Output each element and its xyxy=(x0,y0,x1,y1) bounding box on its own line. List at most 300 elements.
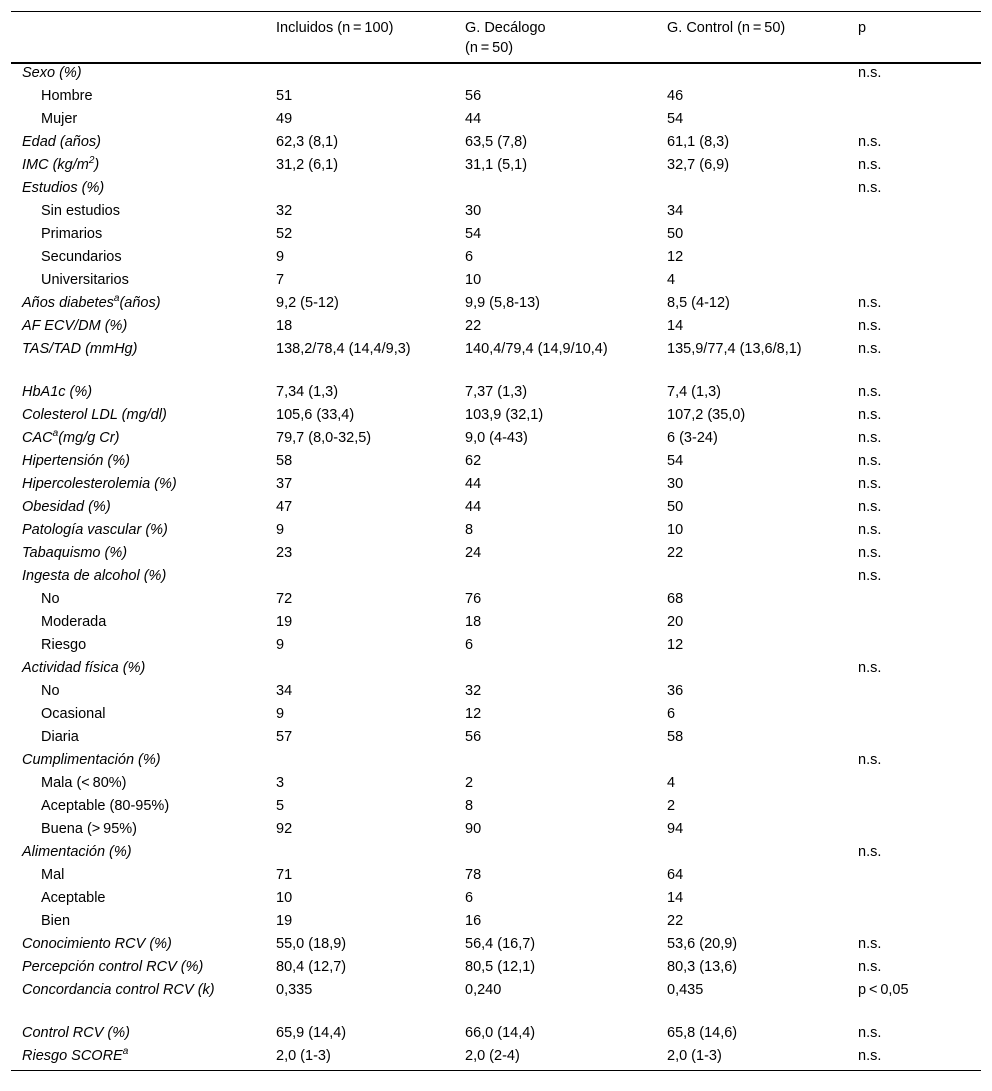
cell-p-value: n.s. xyxy=(858,476,882,492)
row-label-suffix: (mg/g Cr) xyxy=(58,430,120,446)
cell-incluidos: 34 xyxy=(276,683,293,699)
cell-p-value: n.s. xyxy=(858,134,882,150)
row-label-text: Buena (> 95%) xyxy=(41,821,138,837)
cell-decalogo: 24 xyxy=(465,545,482,561)
row-label-text: AF ECV/DM (%) xyxy=(22,318,128,334)
header-decalogo xyxy=(465,12,667,64)
row-label-text: Tabaquismo (%) xyxy=(22,545,128,561)
row-label-superscript: a xyxy=(52,428,59,440)
table-row xyxy=(11,87,981,110)
cell-incluidos: 19 xyxy=(276,913,293,929)
cell-incluidos: 80,4 (12,7) xyxy=(276,959,347,975)
row-label-text: Riesgo SCORE xyxy=(22,1048,123,1064)
table-row xyxy=(11,383,981,406)
row-label xyxy=(11,225,276,248)
table-row xyxy=(11,406,981,429)
cell-decalogo: 7,37 (1,3) xyxy=(465,384,528,400)
row-label xyxy=(11,889,276,912)
row-label xyxy=(11,475,276,498)
cell-p-value xyxy=(858,636,981,659)
cell-decalogo: 63,5 (7,8) xyxy=(465,134,528,150)
cell-decalogo: 12 xyxy=(465,706,482,722)
row-label-text: Mujer xyxy=(41,111,78,127)
table-row xyxy=(11,1024,981,1047)
table-row xyxy=(11,636,981,659)
row-label-text: Aceptable xyxy=(41,890,106,906)
cell-incluidos: 2,0 (1-3) xyxy=(276,1048,331,1064)
cell-incluidos: 47 xyxy=(276,499,293,515)
cell-incluidos: 9,2 (5-12) xyxy=(276,295,339,311)
row-label-suffix: ) xyxy=(94,157,100,173)
table-row xyxy=(11,271,981,294)
row-label xyxy=(11,567,276,590)
cell-p-value xyxy=(858,271,981,294)
cell-p-value: n.s. xyxy=(858,157,882,173)
cell-control: 65,8 (14,6) xyxy=(667,1025,738,1041)
row-label xyxy=(11,728,276,751)
cell-decalogo: 30 xyxy=(465,203,482,219)
cell-control: 22 xyxy=(667,545,684,561)
row-label-text: Secundarios xyxy=(41,249,122,265)
cell-p-value xyxy=(858,248,981,271)
row-label xyxy=(11,1024,276,1047)
cell-p-value: n.s. xyxy=(858,499,882,515)
row-label-text: Patología vascular (%) xyxy=(22,522,168,538)
row-label xyxy=(11,317,276,340)
table-row xyxy=(11,958,981,981)
table-body xyxy=(11,63,981,1071)
cell-incluidos: 32 xyxy=(276,203,293,219)
header-incluidos: Incluidos (n = 100) xyxy=(276,20,394,36)
table-row xyxy=(11,889,981,912)
row-label xyxy=(11,613,276,636)
cell-incluidos: 9 xyxy=(276,522,285,538)
cell-control: 7,4 (1,3) xyxy=(667,384,721,400)
row-label-text: Actividad física (%) xyxy=(22,660,146,676)
cell-incluidos xyxy=(276,843,465,866)
cell-incluidos: 72 xyxy=(276,591,293,607)
cell-incluidos xyxy=(276,751,465,774)
header-p: p xyxy=(858,20,867,36)
cell-decalogo: 18 xyxy=(465,614,482,630)
cell-control: 4 xyxy=(667,272,676,288)
cell-incluidos: 105,6 (33,4) xyxy=(276,407,355,423)
row-label-text: Control RCV (%) xyxy=(22,1025,130,1041)
cell-p-value: n.s. xyxy=(858,660,882,676)
row-label-text: No xyxy=(41,591,60,607)
row-label xyxy=(11,774,276,797)
cell-p-value xyxy=(858,866,981,889)
table-row xyxy=(11,659,981,682)
table-row xyxy=(11,521,981,544)
table-row xyxy=(11,843,981,866)
cell-control xyxy=(667,567,858,590)
cell-decalogo: 44 xyxy=(465,499,482,515)
table-row xyxy=(11,179,981,202)
cell-incluidos: 0,335 xyxy=(276,982,313,998)
table-row xyxy=(11,340,981,383)
cell-p-value xyxy=(858,820,981,843)
cell-decalogo: 80,5 (12,1) xyxy=(465,959,536,975)
cell-p-value xyxy=(858,728,981,751)
cell-control: 6 (3-24) xyxy=(667,430,718,446)
row-label-text: Diaria xyxy=(41,729,79,745)
row-label-text: Sin estudios xyxy=(41,203,120,219)
table-row xyxy=(11,981,981,1024)
row-label xyxy=(11,133,276,156)
row-label-text: Mal xyxy=(41,867,65,883)
cell-control: 54 xyxy=(667,111,684,127)
cell-decalogo xyxy=(465,751,667,774)
cell-decalogo: 22 xyxy=(465,318,482,334)
row-label-text: Moderada xyxy=(41,614,107,630)
cell-decalogo: 8 xyxy=(465,798,474,814)
header-control: G. Control (n = 50) xyxy=(667,20,786,36)
cell-decalogo: 76 xyxy=(465,591,482,607)
cell-decalogo: 56 xyxy=(465,88,482,104)
cell-p-value xyxy=(858,797,981,820)
cell-p-value xyxy=(858,87,981,110)
cell-p-value xyxy=(858,202,981,225)
cell-incluidos: 18 xyxy=(276,318,293,334)
cell-incluidos: 71 xyxy=(276,867,293,883)
table-row xyxy=(11,912,981,935)
row-label xyxy=(11,659,276,682)
table-row xyxy=(11,820,981,843)
cell-p-value: n.s. xyxy=(858,341,882,357)
header-decalogo-line2: (n = 50) xyxy=(465,40,514,56)
row-label xyxy=(11,340,276,383)
table-row xyxy=(11,774,981,797)
cell-p-value xyxy=(858,682,981,705)
row-label-text: Bien xyxy=(41,913,71,929)
cell-control: 135,9/77,4 (13,6/8,1) xyxy=(667,341,802,357)
cell-decalogo: 2,0 (2-4) xyxy=(465,1048,520,1064)
cell-control: 54 xyxy=(667,453,684,469)
cell-decalogo: 9,9 (5,8-13) xyxy=(465,295,540,311)
cell-decalogo xyxy=(465,567,667,590)
row-label-text: Alimentación (%) xyxy=(22,844,132,860)
cell-p-value xyxy=(858,705,981,728)
cell-p-value xyxy=(858,613,981,636)
row-label xyxy=(11,636,276,659)
cell-control: 32,7 (6,9) xyxy=(667,157,730,173)
cell-decalogo: 16 xyxy=(465,913,482,929)
cell-incluidos: 52 xyxy=(276,226,293,242)
cell-incluidos: 10 xyxy=(276,890,293,906)
cell-incluidos: 37 xyxy=(276,476,293,492)
row-label-text: Aceptable (80-95%) xyxy=(41,798,170,814)
cell-incluidos: 9 xyxy=(276,249,285,265)
cell-control: 12 xyxy=(667,637,684,653)
cell-control xyxy=(667,179,858,202)
row-label xyxy=(11,202,276,225)
row-label xyxy=(11,935,276,958)
cell-p-value xyxy=(858,225,981,248)
cell-decalogo: 32 xyxy=(465,683,482,699)
row-label-text: Edad (años) xyxy=(22,134,101,150)
row-label xyxy=(11,156,276,179)
cell-p-value: n.s. xyxy=(858,568,882,584)
cell-incluidos: 58 xyxy=(276,453,293,469)
row-label xyxy=(11,521,276,544)
table-row xyxy=(11,613,981,636)
cell-decalogo: 8 xyxy=(465,522,474,538)
cell-incluidos: 9 xyxy=(276,637,285,653)
cell-p-value: n.s. xyxy=(858,1048,882,1064)
table-row xyxy=(11,452,981,475)
cell-decalogo: 140,4/79,4 (14,9/10,4) xyxy=(465,341,608,357)
cell-incluidos: 9 xyxy=(276,706,285,722)
row-label-text: Años diabetes xyxy=(22,295,114,311)
cell-decalogo: 6 xyxy=(465,637,474,653)
row-label xyxy=(11,271,276,294)
cell-control: 2,0 (1-3) xyxy=(667,1048,722,1064)
cell-decalogo: 6 xyxy=(465,249,474,265)
row-label-text: Riesgo xyxy=(41,637,87,653)
row-label xyxy=(11,110,276,133)
row-label-text: Obesidad (%) xyxy=(22,499,111,515)
row-label xyxy=(11,797,276,820)
cell-incluidos: 23 xyxy=(276,545,293,561)
table-row xyxy=(11,498,981,521)
row-label xyxy=(11,751,276,774)
row-label xyxy=(11,383,276,406)
cell-p-value: n.s. xyxy=(858,318,882,334)
row-label-text: Primarios xyxy=(41,226,103,242)
table-row xyxy=(11,202,981,225)
row-label xyxy=(11,682,276,705)
cell-p-value: n.s. xyxy=(858,430,882,446)
cell-decalogo xyxy=(465,659,667,682)
cell-decalogo: 2 xyxy=(465,775,474,791)
table-row xyxy=(11,567,981,590)
row-label-text: TAS/TAD (mmHg) xyxy=(22,341,138,357)
row-label-text: Mala (< 80%) xyxy=(41,775,127,791)
row-label-text: IMC (kg/m xyxy=(22,157,89,173)
row-label-text: Hombre xyxy=(41,88,93,104)
cell-p-value: n.s. xyxy=(858,1025,882,1041)
cell-control: 64 xyxy=(667,867,684,883)
cell-control: 46 xyxy=(667,88,684,104)
cell-incluidos: 3 xyxy=(276,775,285,791)
cell-control: 58 xyxy=(667,729,684,745)
cell-decalogo: 9,0 (4-43) xyxy=(465,430,528,446)
row-label-text: Conocimiento RCV (%) xyxy=(22,936,172,952)
cell-decalogo: 31,1 (5,1) xyxy=(465,157,528,173)
cell-p-value xyxy=(858,889,981,912)
cell-control: 0,435 xyxy=(667,982,704,998)
cell-incluidos: 31,2 (6,1) xyxy=(276,157,339,173)
cell-incluidos: 79,7 (8,0-32,5) xyxy=(276,430,372,446)
row-label xyxy=(11,452,276,475)
cell-p-value: p < 0,05 xyxy=(858,982,909,998)
table-row xyxy=(11,475,981,498)
table-row xyxy=(11,544,981,567)
cell-control xyxy=(667,63,858,87)
cell-control: 22 xyxy=(667,913,684,929)
row-label xyxy=(11,866,276,889)
table-row xyxy=(11,429,981,452)
cell-control: 14 xyxy=(667,890,684,906)
cell-control xyxy=(667,659,858,682)
cell-decalogo: 66,0 (14,4) xyxy=(465,1025,536,1041)
row-label xyxy=(11,958,276,981)
row-label-superscript: 2 xyxy=(88,155,95,167)
cell-decalogo: 103,9 (32,1) xyxy=(465,407,544,423)
cell-control: 36 xyxy=(667,683,684,699)
row-label xyxy=(11,87,276,110)
table-row xyxy=(11,63,981,87)
row-label-text: Percepción control RCV (%) xyxy=(22,959,204,975)
row-label xyxy=(11,1047,276,1071)
cell-control: 10 xyxy=(667,522,684,538)
table-row xyxy=(11,590,981,613)
cell-control xyxy=(667,843,858,866)
cell-p-value: n.s. xyxy=(858,295,882,311)
cell-control: 61,1 (8,3) xyxy=(667,134,730,150)
row-label-text: HbA1c (%) xyxy=(22,384,93,400)
cell-p-value: n.s. xyxy=(858,180,882,196)
table-row xyxy=(11,935,981,958)
table-row xyxy=(11,294,981,317)
row-label-superscript: a xyxy=(122,1046,129,1058)
cell-control xyxy=(667,751,858,774)
row-label xyxy=(11,429,276,452)
cell-decalogo: 62 xyxy=(465,453,482,469)
row-label xyxy=(11,590,276,613)
table-row xyxy=(11,1047,981,1071)
cell-incluidos: 49 xyxy=(276,111,293,127)
cell-control: 12 xyxy=(667,249,684,265)
cell-p-value: n.s. xyxy=(858,407,882,423)
row-label xyxy=(11,294,276,317)
table-row xyxy=(11,705,981,728)
table-row xyxy=(11,133,981,156)
cell-control: 6 xyxy=(667,706,676,722)
cell-control: 50 xyxy=(667,226,684,242)
table-row xyxy=(11,248,981,271)
row-label-text: Ocasional xyxy=(41,706,106,722)
row-label xyxy=(11,179,276,202)
row-label-text: Concordancia control RCV (k) xyxy=(22,982,215,998)
row-label xyxy=(11,63,276,87)
cell-incluidos: 138,2/78,4 (14,4/9,3) xyxy=(276,341,411,357)
row-label-superscript: a xyxy=(113,293,120,305)
cell-incluidos: 51 xyxy=(276,88,293,104)
header-variable xyxy=(11,12,276,64)
cell-control: 8,5 (4-12) xyxy=(667,295,730,311)
table-row xyxy=(11,797,981,820)
row-label xyxy=(11,981,276,1024)
cell-incluidos: 7,34 (1,3) xyxy=(276,384,339,400)
cell-p-value: n.s. xyxy=(858,65,882,81)
cell-control: 50 xyxy=(667,499,684,515)
row-label-text: Universitarios xyxy=(41,272,129,288)
row-label xyxy=(11,820,276,843)
cell-incluidos: 62,3 (8,1) xyxy=(276,134,339,150)
cell-p-value: n.s. xyxy=(858,936,882,952)
cell-control: 107,2 (35,0) xyxy=(667,407,746,423)
cell-p-value: n.s. xyxy=(858,522,882,538)
header-decalogo-line1: G. Decálogo xyxy=(465,20,546,36)
row-label-text: Ingesta de alcohol (%) xyxy=(22,568,167,584)
cell-control: 53,6 (20,9) xyxy=(667,936,738,952)
cell-decalogo: 78 xyxy=(465,867,482,883)
cell-decalogo: 44 xyxy=(465,476,482,492)
cell-p-value xyxy=(858,774,981,797)
table-row xyxy=(11,225,981,248)
table-header xyxy=(11,12,981,64)
cell-decalogo xyxy=(465,179,667,202)
row-label xyxy=(11,248,276,271)
table-row xyxy=(11,751,981,774)
cell-incluidos: 57 xyxy=(276,729,293,745)
row-label-text: Sexo (%) xyxy=(22,65,82,81)
cell-p-value: n.s. xyxy=(858,453,882,469)
cell-incluidos: 7 xyxy=(276,272,285,288)
cell-p-value: n.s. xyxy=(858,545,882,561)
cell-incluidos: 55,0 (18,9) xyxy=(276,936,347,952)
cell-p-value: n.s. xyxy=(858,959,882,975)
cell-decalogo: 44 xyxy=(465,111,482,127)
row-label-suffix: (años) xyxy=(119,295,161,311)
cell-p-value xyxy=(858,590,981,613)
table-row xyxy=(11,866,981,889)
row-label-text: Hipertensión (%) xyxy=(22,453,130,469)
cell-p-value: n.s. xyxy=(858,752,882,768)
cell-decalogo: 10 xyxy=(465,272,482,288)
row-label xyxy=(11,544,276,567)
cell-p-value xyxy=(858,912,981,935)
row-label-text: Estudios (%) xyxy=(22,180,105,196)
cell-control: 94 xyxy=(667,821,684,837)
cell-p-value xyxy=(858,110,981,133)
cell-incluidos xyxy=(276,179,465,202)
row-label-text: No xyxy=(41,683,60,699)
table-row xyxy=(11,317,981,340)
cell-decalogo: 56 xyxy=(465,729,482,745)
cell-decalogo: 54 xyxy=(465,226,482,242)
row-label-text: CAC xyxy=(22,430,53,446)
row-label xyxy=(11,406,276,429)
cell-control: 68 xyxy=(667,591,684,607)
cell-decalogo: 56,4 (16,7) xyxy=(465,936,536,952)
cell-decalogo: 0,240 xyxy=(465,982,502,998)
row-label xyxy=(11,912,276,935)
row-label xyxy=(11,498,276,521)
table-row xyxy=(11,110,981,133)
row-label xyxy=(11,705,276,728)
cell-decalogo xyxy=(465,63,667,87)
row-label xyxy=(11,843,276,866)
cell-control: 14 xyxy=(667,318,684,334)
row-label-text: Colesterol LDL (mg/dl) xyxy=(22,407,167,423)
cell-incluidos xyxy=(276,659,465,682)
cell-incluidos xyxy=(276,63,465,87)
table-row xyxy=(11,682,981,705)
row-label-text: Hipercolesterolemia (%) xyxy=(22,476,177,492)
cell-incluidos: 5 xyxy=(276,798,285,814)
row-label-text: Cumplimentación (%) xyxy=(22,752,161,768)
cell-incluidos xyxy=(276,567,465,590)
cell-decalogo: 90 xyxy=(465,821,482,837)
cell-decalogo: 6 xyxy=(465,890,474,906)
cell-p-value: n.s. xyxy=(858,844,882,860)
cell-control: 4 xyxy=(667,775,676,791)
cell-control: 20 xyxy=(667,614,684,630)
cell-incluidos: 19 xyxy=(276,614,293,630)
